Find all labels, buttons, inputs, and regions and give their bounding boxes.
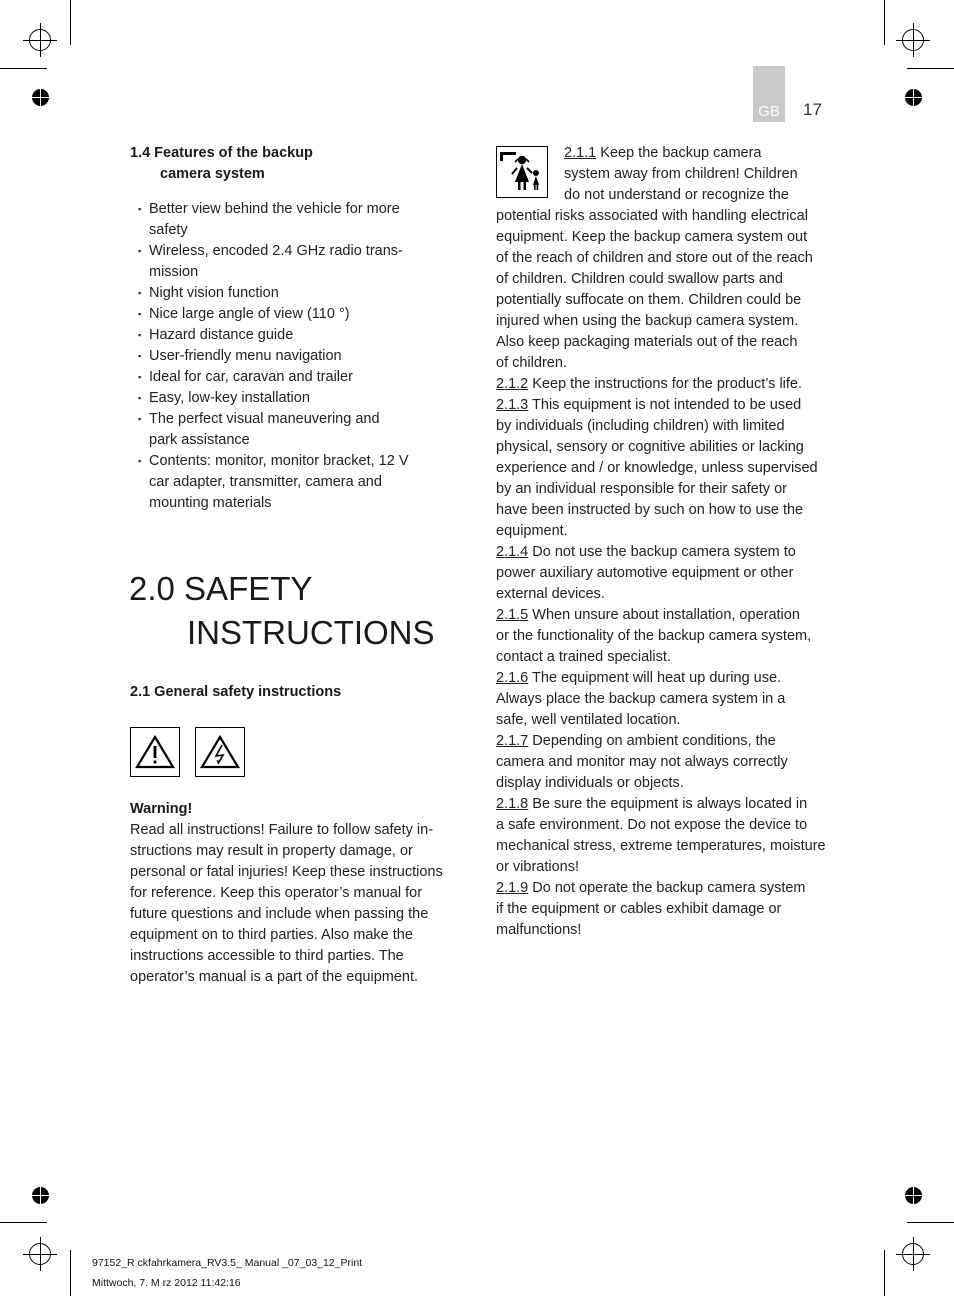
paragraph-line [496,857,830,878]
paragraph-text: external devices. [496,586,605,602]
list-item-line: ▪ Contents: monitor, monitor bracket, 12 V [149,453,409,469]
warning-line: equipment on to third parties. Also make the [130,927,413,943]
paragraph-line [496,899,830,920]
electric-shock-warning-icon [195,727,245,777]
paragraph-line [496,500,830,521]
paragraph-line [496,731,830,752]
paragraph-text: equipment. [496,523,568,539]
paragraph-text: Keep the backup camera [596,145,762,161]
features-heading [130,143,313,185]
paragraph-line [496,689,830,710]
paragraph-line: of children. [496,355,567,371]
paragraph-line [496,479,830,500]
paragraph-text: mechanical stress, extreme temperatures, moisture [496,838,826,854]
list-item-line: ▪ The perfect visual maneuvering and [149,411,380,427]
paragraph-line [564,185,824,206]
paragraph-text: display individuals or objects. [496,775,684,791]
general-safety-heading: 2.1 General safety instructions [130,684,342,700]
paragraph-text: contact a trained specialist. [496,649,671,665]
paragraph-text: have been instructed by such on how to use the [496,502,804,518]
paragraph-text: This equipment is not intended to be used [528,397,802,413]
paragraph-line [496,605,830,626]
list-item-line: park assistance [149,432,250,448]
list-item [138,304,438,325]
paragraph-line [564,164,824,185]
safety-paragraphs [496,206,830,941]
paragraph-line [496,920,830,941]
paragraph-line [496,794,830,815]
warning-line: for reference. Keep this operator’s manual for [130,885,423,901]
list-item [138,451,438,514]
paragraph-line: Also keep packaging materials out of the reach [496,334,798,350]
list-item-line: mounting materials [149,495,272,511]
paragraph-text: When unsure about installation, operation [528,607,800,623]
paragraph-text: or vibrations! [496,859,580,875]
paragraph-text: Do not operate the backup camera system [528,880,806,896]
section-title [129,567,435,655]
list-item [138,367,438,388]
paragraph-line [496,374,830,395]
registration-dot-icon [905,89,922,106]
paragraph-line [496,584,830,605]
warning-line: operator’s manual is a part of the equipment. [130,969,419,985]
warning-line: personal or fatal injuries! Keep these instructions [130,864,443,880]
features-heading-line2: camera system [160,166,265,182]
list-item [138,346,438,367]
paragraph-text: power auxiliary automotive equipment or other [496,565,794,581]
list-item-line: ▪ Better view behind the vehicle for more [149,201,400,217]
print-slug-line1: 97152_R ckfahrkamera_RV3.5_ Manual _07_03_12_Print [92,1257,363,1269]
paragraph-line [496,563,830,584]
list-item [138,283,438,304]
paragraph-line: injured when using the backup camera system. [496,313,799,329]
paragraph-text: by an individual responsible for their safety or [496,481,787,497]
child-safety-icon [496,146,548,198]
list-item-line: ▪ User-friendly menu navigation [149,348,342,364]
paragraph-text: malfunctions! [496,922,582,938]
page-number: 17 [803,100,822,119]
registration-dot-icon [32,89,49,106]
list-item-line: ▪ Nice large angle of view (110 °) [149,306,350,322]
list-item [138,388,438,409]
paragraph-number: 2.1.8 [496,796,529,812]
paragraph-line [496,710,830,731]
paragraph-text: The equipment will heat up during use. [528,670,782,686]
paragraph-text: safe, well ventilated location. [496,712,681,728]
paragraph-text: Keep the instructions for the product’s life. [528,376,803,392]
paragraph-line [496,647,830,668]
paragraph-text: physical, sensory or cognitive abilities or lacking [496,439,804,455]
warning-line: Read all instructions! Failure to follow safety in- [130,822,434,838]
language-tab [753,66,785,122]
list-item-line: mission [149,264,199,280]
paragraph-line [496,815,830,836]
features-list [138,199,438,514]
paragraph-line [496,542,830,563]
warning-line: structions may result in property damage, or [130,843,413,859]
list-item-line: ▪ Wireless, encoded 2.4 GHz radio trans- [149,243,403,259]
paragraph-line [496,668,830,689]
paragraph-text: by individuals (including children) with limited [496,418,785,434]
paragraph-number: 2.1.6 [496,670,529,686]
paragraph-number: 2.1.3 [496,397,529,413]
list-item [138,241,438,283]
list-item-line: ▪ Night vision function [149,285,279,301]
paragraph-line [496,773,830,794]
section-title-line2: INSTRUCTIONS [187,614,435,651]
warning-line: instructions accessible to third parties. The [130,948,404,964]
registration-dot-icon [905,1187,922,1204]
list-item [138,199,438,241]
exclamation-warning-icon [130,727,180,777]
paragraph-line [496,437,830,458]
paragraph-line [496,752,830,773]
list-item-line: ▪ Hazard distance guide [149,327,294,343]
paragraph-text: Do not use the backup camera system to [528,544,796,560]
paragraph-text: if the equipment or cables exhibit damage or [496,901,782,917]
paragraph-line [496,521,830,542]
paragraph-number: 2.1.5 [496,607,529,623]
list-item [138,325,438,346]
paragraph-line: potential risks associated with handling electrical [496,208,808,224]
paragraph-number: 2.1.2 [496,376,529,392]
paragraph-line: of children. Children could swallow parts and [496,271,783,287]
paragraph-text: Depending on ambient conditions, the [528,733,776,749]
paragraph-number: 2.1.1 [564,145,597,161]
features-heading-line1: 1.4 Features of the backup [130,145,313,161]
list-item [138,409,438,451]
paragraph-number: 2.1.4 [496,544,529,560]
paragraph-text: or the functionality of the backup camera system, [496,628,812,644]
warning-line: future questions and include when passing the [130,906,429,922]
print-slug-line2: Mittwoch, 7. M rz 2012 11:42:16 [92,1277,241,1289]
paragraph-line: potentially suffocate on them. Children could be [496,292,802,308]
language-tab-label: GB [758,103,780,120]
paragraph-line [496,878,830,899]
registration-dot-icon [32,1187,49,1204]
paragraph-line [496,626,830,647]
paragraph-line [496,836,830,857]
section-title-line1: 2.0 SAFETY [129,570,313,607]
paragraph-line: equipment. Keep the backup camera system out [496,229,808,245]
paragraph-text: Always place the backup camera system in a [496,691,786,707]
paragraph-line [564,143,824,164]
paragraph-line [496,395,830,416]
paragraph-text: do not understand or recognize the [564,187,789,203]
list-item-line: ▪ Easy, low-key installation [149,390,310,406]
warning-heading: Warning! [130,801,193,817]
paragraph-text: system away from children! Children [564,166,798,182]
paragraph-text: Be sure the equipment is always located in [528,796,808,812]
list-item-line: car adapter, transmitter, camera and [149,474,382,490]
paragraph-line [496,458,830,479]
paragraph-2-1-1-intro [564,143,824,206]
paragraph-number: 2.1.9 [496,880,529,896]
paragraph-line: of the reach of children and store out of the reach [496,250,813,266]
paragraph-text: a safe environment. Do not expose the device to [496,817,808,833]
paragraph-line [496,416,830,437]
warning-text [130,820,450,988]
list-item-line: ▪ Ideal for car, caravan and trailer [149,369,353,385]
paragraph-text: experience and / or knowledge, unless supervised [496,460,818,476]
paragraph-text: camera and monitor may not always correctly [496,754,788,770]
paragraph-number: 2.1.7 [496,733,529,749]
list-item-line: safety [149,222,188,238]
